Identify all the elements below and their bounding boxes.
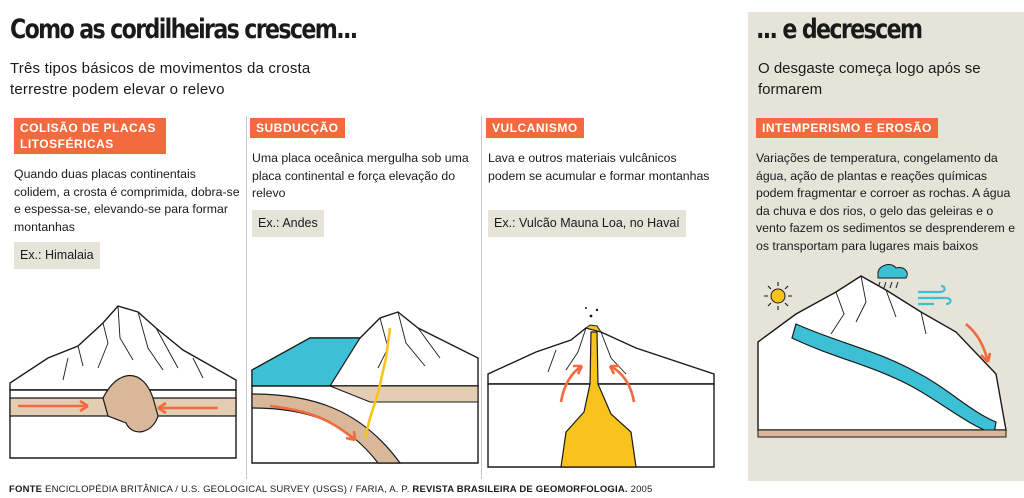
sun-icon bbox=[764, 282, 792, 310]
footer-journal: REVISTA BRASILEIRA DE GEOMORFOLOGIA. bbox=[412, 484, 628, 495]
label-volcanism: VULCANISMO bbox=[486, 118, 584, 138]
example-subduction: Ex.: Andes bbox=[252, 210, 324, 237]
desc-volcanism: Lava e outros materiais vulcânicos podem se acumular e formar montanhas bbox=[488, 151, 710, 183]
main-title: Como as cordilheiras crescem... bbox=[10, 14, 357, 45]
right-title: ... e decrescem bbox=[756, 14, 922, 45]
subtitle: Três tipos básicos de movimentos da crosta terrestre podem elevar o relevo bbox=[10, 60, 311, 98]
rain-cloud-icon bbox=[878, 265, 907, 288]
collision-illustration bbox=[8, 298, 238, 478]
subduction-illustration bbox=[250, 298, 480, 478]
footer-year: 2005 bbox=[630, 484, 653, 495]
desc-collision: Quando duas placas continentais colidem, a crosta é comprimida, dobra-se e espessa-se, elevando-se para formar montanhas bbox=[14, 167, 240, 234]
label-erosion: INTEMPERISMO E EROSÃO bbox=[756, 118, 938, 138]
source-footer bbox=[9, 484, 653, 495]
divider-2 bbox=[481, 116, 482, 479]
desc-subduction: Uma placa oceânica mergulha sob uma placa continental e força elevação do relevo bbox=[252, 151, 469, 200]
wind-icon bbox=[918, 286, 951, 304]
label-collision: COLISÃO DE PLACAS LITOSFÉRICAS bbox=[14, 118, 166, 154]
desc-erosion: Variações de temperatura, congelamento da água, ação de plantas e reações químicas podem fragmentar e corroer as rochas. A água da chuva e dos rios, o gelo das geleiras e o vento fazem os sedimentos se desprenderem e os transportam para lugares mais baixos bbox=[756, 151, 1016, 253]
example-volcanism: Ex.: Vulcão Mauna Loa, no Havaí bbox=[488, 210, 686, 237]
label-subduction: SUBDUCÇÃO bbox=[250, 118, 345, 138]
example-collision: Ex.: Himalaia bbox=[14, 242, 100, 269]
divider-1 bbox=[246, 116, 247, 479]
right-subtitle: O desgaste começa logo após se formarem bbox=[758, 60, 981, 98]
erosion-illustration bbox=[756, 262, 1018, 462]
footer-sources: ENCICLOPÉDIA BRITÂNICA / U.S. GEOLOGICAL SURVEY (USGS) / FARIA, A. P. bbox=[45, 484, 410, 495]
volcanism-illustration bbox=[486, 292, 716, 472]
footer-label: FONTE bbox=[9, 484, 43, 495]
